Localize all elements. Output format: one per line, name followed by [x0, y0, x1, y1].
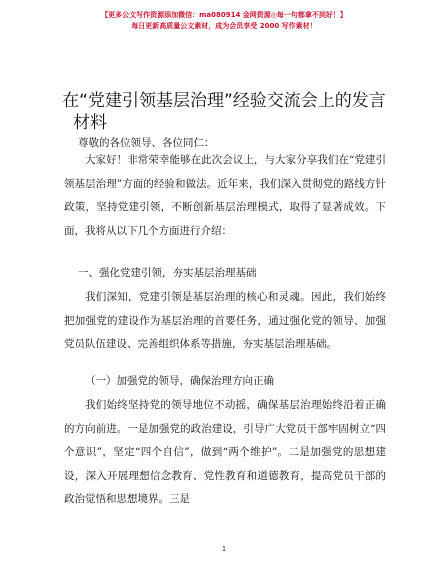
paragraph-subsection-1: 我们始终坚持党的领导地位不动摇，确保基层治理始终沿着正确的方向前进。一是加强党的政治建设，引导广大党员干部牢固树立“四个意识”，坚定“四个自信”，做到“两个维护”。二是加强党的思想建设，深入开展理想信念教育、党性教育和道德教育，提高党员干部的政治觉悟和思想境界。三是 [64, 399, 386, 506]
document-title-line-1: 在“党建引领基层治理”经验交流会上的发言 [62, 91, 386, 111]
paragraph-intro: 大家好！非常荣幸能够在此次会议上，与大家分享我们在“党建引领基层治理”方面的经验和做法。近年来，我们深入贯彻党的路线方针政策，坚持党建引领，不断创新基层治理模式，取得了显著成效。下面，我将从以下几个方面进行介绍： [64, 154, 386, 237]
promo-banner-line-1: 【更多公文写作资源添加微信：ma080914 金网资源◎每一句都拿不到好！】 [101, 11, 347, 19]
page-number: 1 [221, 545, 227, 553]
salutation: 尊敬的各位领导、各位同仁： [78, 137, 215, 149]
promo-banner-line-2: 每日更新高质量公文素材，成为会员享受 2000 写作素材！ [131, 22, 317, 30]
section-heading-1: 一、强化党建引领，夯实基层治理基础 [78, 267, 257, 279]
subsection-heading-1: （一）加强党的领导，确保治理方向正确 [85, 375, 274, 387]
document-title-line-2: 材料 [73, 113, 107, 133]
paragraph-section-1: 我们深知，党建引领是基层治理的核心和灵魂。因此，我们始终把加强党的建设作为基层治理的首要任务，通过强化党的领导、加强党员队伍建设、完善组织体系等措施，夯实基层治理基础。 [64, 291, 386, 351]
